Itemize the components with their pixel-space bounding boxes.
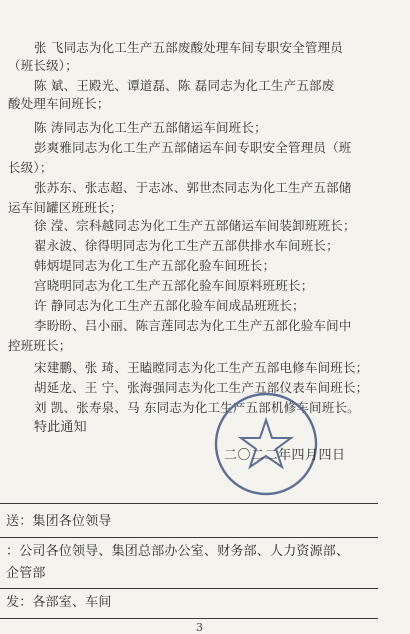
body-line: 陈 涛同志为化工生产五部储运车间班长； [34,120,267,135]
body-line: 酸处理车间班长； [8,96,110,111]
body-line: 宫晓明同志为化工生产五部化验车间原料班班长； [34,278,314,293]
body-line: 许 静同志为化工生产五部化验车间成品班班长； [34,298,305,313]
cc-recipients-line: ：公司各位领导、集团总部办公室、财务部、人力资源部、 [6,544,350,559]
issue-date: 二〇二二年四月四日 [224,448,346,463]
body-line: 宋建鹏、张 琦、王瞌瞠同志为化工生产五部电修车间班长； [34,360,369,375]
cc-recipients-line: 送：集团各位领导 [6,514,112,529]
body-line: 长级）； [8,160,53,175]
body-line: （班长级）； [8,58,78,73]
body-line: 徐 滢、宗科越同志为化工生产五部储运车间装卸班班长； [34,218,356,233]
page-number: 3 [196,621,203,634]
body-line: 韩炳堤同志为化工生产五部化验车间班长； [34,258,276,273]
divider-bottom [0,618,378,619]
body-line: 刘 凯、张寿泉、马 东同志为化工生产五部机修车间班长。 [34,400,360,415]
body-line: 运车间罐区班班长； [8,200,123,215]
cc-recipients-line: 企管部 [6,566,46,581]
body-line: 陈 斌、王殿光、谭道磊、陈 磊同志为化工生产五部废 [34,78,335,93]
distribution-line: 发：各部室、车间 [6,595,112,610]
divider-top [0,503,378,504]
closing-text: 特此通知 [34,420,87,435]
divider [0,537,378,538]
body-line: 翟永波、徐得明同志为化工生产五部供排水车间班长； [34,238,339,253]
body-line: 李盼盼、吕小丽、陈言莲同志为化工生产五部化验车间中 [34,318,352,333]
body-line: 张苏东、张志超、于志冰、郭世杰同志为化工生产五部储 [34,180,352,195]
body-line: 胡延龙、王 宁、张海强同志为化工生产五部仪表车间班长； [34,380,369,395]
body-line: 控班班长； [8,338,72,353]
divider [0,588,378,589]
official-seal-icon [212,390,320,498]
body-line: 张 飞同志为化工生产五部废酸处理车间专职安全管理员 [34,40,343,55]
body-line: 彭爽雅同志为化工生产五部储运车间专职安全管理员（班 [34,140,352,155]
